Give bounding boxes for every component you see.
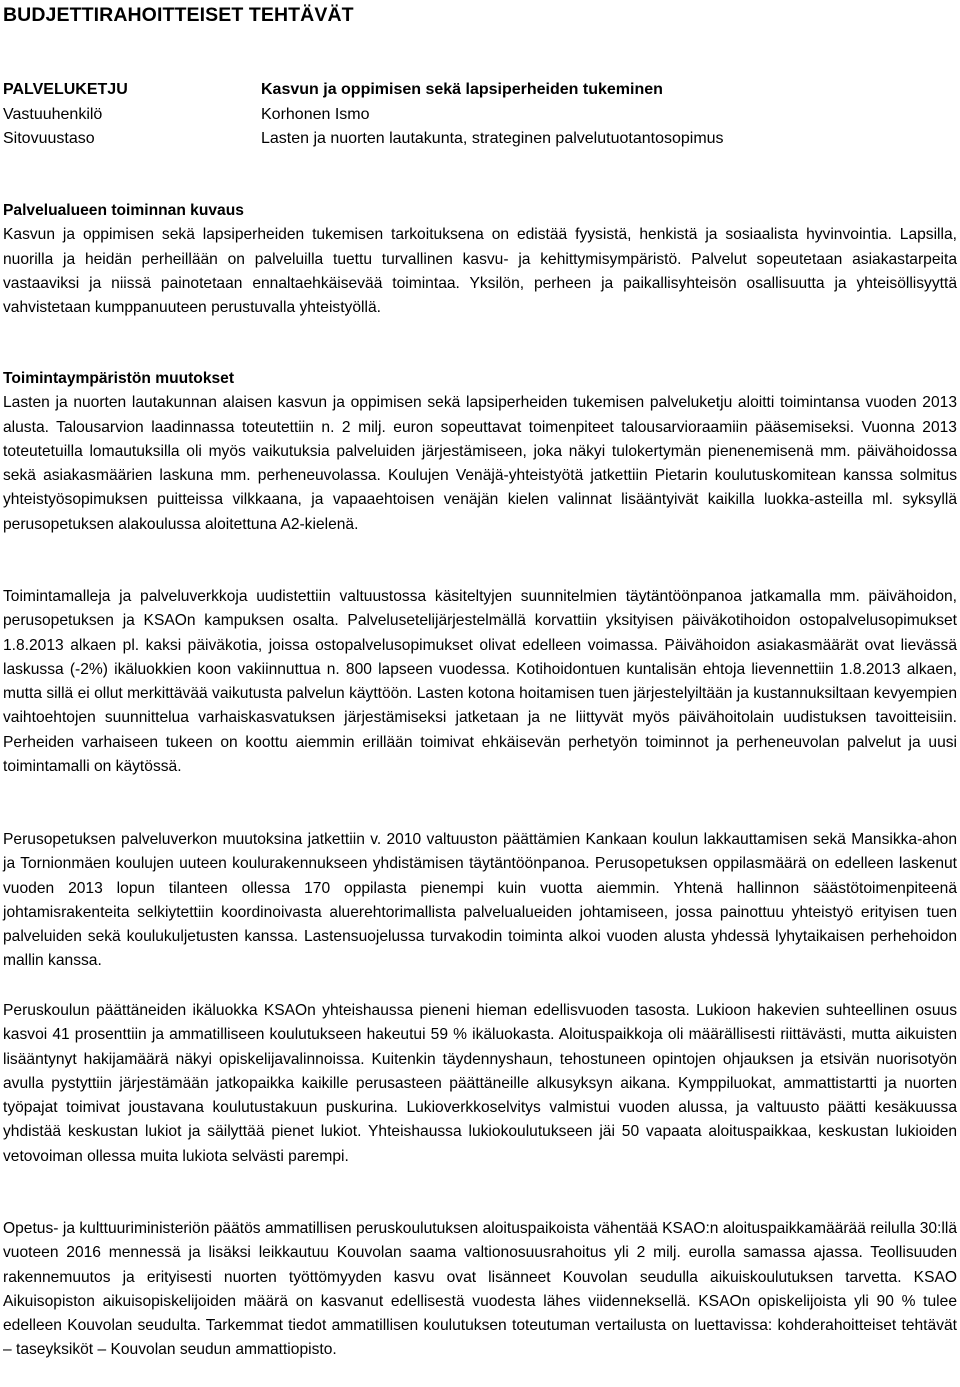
environment-changes-paragraph-5-block: [3, 1217, 957, 1363]
service-chain-info: [3, 78, 957, 152]
service-description-section: [3, 199, 957, 320]
document-title: BUDJETTIRAHOITTEISET TEHTÄVÄT: [3, 4, 354, 26]
responsible-person-label: Vastuuhenkilö: [3, 105, 103, 123]
service-chain-value: Kasvun ja oppimisen sekä lapsiperheiden tukeminen: [261, 81, 663, 98]
environment-changes-paragraph-2-block: [3, 585, 957, 779]
service-description-text: Kasvun ja oppimisen sekä lapsiperheiden tukemisen tarkoituksena on edistää fyysistä, henkistä ja sosiaalista hyvinvointia. Lapsilla, nuorilla ja heidän perheillään on palveluilla tuettu turvallinen kasvu- ja kehittymisympäristö. Palvelut sopeutetaan asiakastarpeita vastaaviksi ja niissä painotetaan ennaltaehkäisevää toimintaa. Yksilön, perheen ja paikallisyhteisön osallisuutta ja yhteisöllisyyttä vahvistetaan kumppanuuteen perustuvalla yhteistyöllä.: [3, 226, 957, 317]
environment-changes-paragraph-3: Perusopetuksen palveluverkon muutoksina jatkettiin v. 2010 valtuuston päättämien Kankaan koulun lakkauttamisen sekä Mansikka-ahon ja Tornionmäen koulujen uuteen koulurakennukseen yhdistämisen täytäntöönpanoa. Perusopetuksen oppilasmäärä on edelleen laskenut vuoden 2013 lopun tilanteen ollessa 170 oppilasta pienempi kuin vuotta aiemmin. Yhtenä hallinnon säästötoimenpiteenä johtamisrakenteita selkiytettiin koordinoivasta aluerehtorimallista palvelualueiden johtamiseen, jossa painottuu yhteistyö erityisen tuen palveluiden sekä koulukuljetusten kanssa. Lastensuojelussa turvakodin toiminta alkoi vuoden alusta yhdessä lyhytaikaisen perhehoidon mallin kanssa.: [3, 831, 957, 970]
service-chain-row: [3, 78, 957, 103]
binding-level-label: Sitovuustaso: [3, 130, 95, 147]
responsible-person-value: Korhonen Ismo: [261, 105, 370, 123]
environment-changes-paragraph-3-block: [3, 828, 957, 974]
environment-changes-paragraph-4-block: [3, 999, 957, 1169]
environment-changes-heading: Toimintaympäristön muutokset: [3, 370, 235, 387]
binding-level-row: [3, 127, 957, 152]
service-description-heading: Palvelualueen toiminnan kuvaus: [3, 202, 244, 219]
environment-changes-paragraph-5: Opetus- ja kulttuuriministeriön päätös ammatillisen peruskoulutuksen aloituspaikoista vähentää KSAO:n aloituspaikkamäärää reilulla 30:llä vuoteen 2016 mennessä ja lisäksi leikkautuu Kouvolan saama valtionosuusrahoitus yli 2 milj. eurolla samassa ajassa. Teollisuuden rakennemuutos ja erityisesti nuorten työttömyyden kasvu ovat lisänneet Kouvolan seudulla aikuiskoulutuksen tarvetta. KSAO Aikuisopiston aikuisopiskelijoiden määrä on kasvanut edellisestä vuodesta lähes viidenneksellä. KSAOn opiskelijoista yli 90 % tulee edelleen Kouvolan seudulta. Tarkemmat tiedot ammatillisen koulutuksen toteutuman vertailusta on luettavissa: kohderahoitteiset tehtävät – taseyksiköt – Kouvolan seudun ammattiopisto.: [3, 1220, 957, 1359]
environment-changes-paragraph-2: Toimintamalleja ja palveluverkkoja uudistettiin valtuustossa käsiteltyjen suunnitelmien täytäntöönpanoa jatkamalla mm. päivähoidon, perusopetuksen ja KSAOn kampuksen osalta. Palvelusetelijärjestelmällä korvattiin yksityisen päiväkotihoidon ostopalvelusopimukset 1.8.2013 alkaen pl. kaksi päiväkotia, joissa ostopalvelusopimukset olivat edelleen voimassa. Päivähoidon asiakasmäärät ovat lievässä laskussa (-2%) ikäluokkien koon vakiinnuttua n. 800 lapseen vuodessa. Kotihoidontuen kuntalisän ehtoja lievennettiin 1.8.2013 alkaen, mutta sillä ei ollut merkittävää vaikutusta palvelun käyttöön. Lasten kotona hoitamisen tuen järjestelyiltään ja kustannuksiltaan kevyempien vaihtoehtojen suunnittelua varhaiskasvatuksen järjestämiseksi jatketaan ja ne liittyvät myös päivähoitolain uudistuksen tavoitteisiin. Perheiden varhaiseen tukeen on koottu aiemmin erillään toimivat ehkäisevän perhetyön toiminnot ja perheneuvolan palvelut ja uusi toimintamalli on käytössä.: [3, 588, 957, 776]
environment-changes-paragraph-1: Lasten ja nuorten lautakunnan alaisen kasvun ja oppimisen sekä lapsiperheiden tukemisen palveluketju aloitti toimintansa vuoden 2013 alusta. Talousarvion laadinnassa toteutettiin n. 2 milj. euron sopeuttavat toimenpiteet talousarvioraamiin pääsemiseksi. Vuonna 2013 toteutetuilla lomautuksilla oli myös vaikutuksia palveluiden järjestämiseen, joka näkyi tulokertymän pienenemisenä mm. päivähoidossa sekä asiakasmäärien laskuna mm. perheneuvolassa. Koulujen Venäjä-yhteistyötä jatkettiin Pietarin koulutuskomitean kanssa solmitus yhteistyösopimuksen puitteissa vilkkaana, ja vapaaehtoisen venäjän kielen valinnat lisääntyivät kaikilla luokka-asteilla ml. syksyllä perusopetuksen alakoulussa aloitettuna A2-kielenä.: [3, 394, 957, 533]
environment-changes-paragraph-4: Peruskoulun päättäneiden ikäluokka KSAOn yhteishaussa pieneni hieman edellisvuoden tasosta. Lukioon hakevien suhteellinen osuus kasvoi 41 prosenttiin ja ammatilliseen koulutukseen hakeutui 59 % ikäluokasta. Aloituspaikkoja oli määrällisesti riittävästi, mutta aikuisten lisääntynyt hakijamäärä näkyi opiskelijavalinnoissa. Kuitenkin täydennyshaun, tehostuneen opintojen ohjauksen ja etsivän nuorisotyön avulla pystyttiin järjestämään jatkopaikka kaikille perusasteen päättäneille alkusyksyn aikana. Kymppiluokat, ammattistartti ja nuorten työpajat toimivat joustavana koulutustakuun puskurina. Lukioverkkoselvitys valmistui vuoden alussa, ja valtuusto päätti kesäkuussa yhdistää keskustan lukiot ja säilyttää pienet lukiot. Yhteishaussa lukiokoulutukseen jäi 50 vapaata aloituspaikkaa, keskustan lukioiden vetovoiman ollessa muita lukiota selvästi parempi.: [3, 1002, 957, 1165]
service-chain-label: PALVELUKETJU: [3, 81, 128, 98]
responsible-person-row: [3, 103, 957, 128]
binding-level-value: Lasten ja nuorten lautakunta, strateginen palvelutuotantosopimus: [261, 130, 724, 147]
environment-changes-section: [3, 367, 957, 537]
